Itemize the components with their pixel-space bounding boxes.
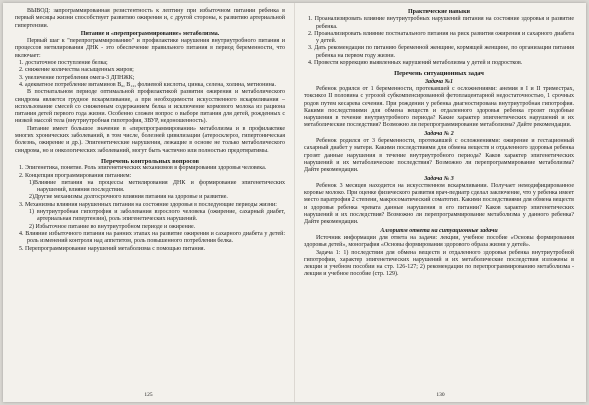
task-title: Задача № 2	[424, 130, 454, 137]
conclusion-paragraph: ВЫВОД: запрограммированная резистентность к лептину при избыточном питании ребенка в первый месяцы жизни способствует развитию ожирения и, с другой стороны, к развитию артериальной гипертензии.	[15, 8, 285, 29]
book-spread	[3, 3, 586, 402]
pregnancy-nutrition-list	[15, 60, 285, 89]
list-subitem: 1)Влияние питания на процессы метилирования ДНК и формирование эпигенетических нарушений, влияния последствия.	[29, 179, 285, 194]
list-item: 4. Провести коррекцию выявленных нарушений метаболизма у детей и подростков.	[308, 60, 523, 67]
list-item: 3. увеличение потребления омега-3 ДПНЖК;	[19, 74, 135, 81]
list-item: 1. Проанализировать влияние внутриутробных нарушений питания на состояние здоровья и развитие ребенка.	[308, 16, 574, 30]
list-item: 4. Влияние избыточного питания на ранних этапах на развитие ожирения и сахарного диабета у детей: роль изменений контроля над аппетитом, роль повышенного потребления белка.	[19, 230, 285, 245]
task-text: Ребенок родился от 3 беременности, протекавшей с осложнениями: ожирение и гестационный сахарный диабет у матери. Какими последствиями для обмена веществ и отдаленного здоровья ребенка грозят данные нарушения в течение внутриутробного периода? Каков характер эпигенетических нарушений и их метаболические последствия? Возможно ли перепрограммирование метаболизма? Дайте рекомендации.	[304, 138, 574, 174]
section-title-skills: Практические навыки	[407, 9, 471, 15]
task-title: Задача № 3	[424, 175, 454, 182]
section-title-nutrition: Питание и «перепрограммирование» метаболизма.	[80, 30, 220, 37]
answers-task1: Задача 1: 1) последствия для обмена веществ и отдаленного здоровья ребенка внутриутробной гипотрофии, характер эпигенетических нарушений и их метаболические последствия изложены в лекции и учебном пособии на стр. 126-127; 2) рекомендации по перепрограммированию метаболизма - лекция и учебное пособие (стр. 129).	[304, 249, 574, 278]
page-number: 125	[144, 391, 153, 398]
list-item: 3. Механизмы влияния нарушенных питания на состояние здоровья в последующие периоды жизни:	[19, 201, 277, 208]
left-page	[3, 3, 294, 402]
list-subitem: 2)Другие механизмы долгосрочного влияния питания на здоровье и развитие.	[29, 194, 228, 201]
list-item: 2. Концепция программирования питанием:	[19, 172, 132, 179]
list-item: 4. адекватное потребление витаминов B₆, B₁₂, фолиевой кислоты, цинка, селена, холина, метионина.	[19, 81, 276, 88]
questions-list	[15, 165, 285, 253]
list-subitem: 1) внутриутробная гипотрофия и заболевания взрослого человека (ожирение, сахарный диабет, артериальная гипертензия), роль эпигенетических нарушений.	[29, 209, 285, 223]
task-title: Задача №1	[424, 78, 454, 85]
paragraph-reprogramming: Питание имеет большое значение в «перепрограммировании» метаболизма и в профилактике многих хронических заболеваний, в том числе, болезней цивилизации (атеросклероз, гипертоническая болезнь, ожирение и др.). Эпигенетические нарушения, лежащие в основе не только метаболического синдрома, но и онкологических заболеваний, могут быть частично или полностью предотвратимы.	[15, 125, 285, 154]
list-item: 3. Дать рекомендации по питанию беременной женщине, кормящей женщине, по организации питания ребенка на первом году жизни.	[308, 45, 574, 59]
list-item: 5. Перепрограммирование нарушений метаболизма с помощью питания.	[19, 245, 206, 252]
list-item: 2. снижение количества насыщенных жиров;	[19, 67, 134, 74]
list-item: 2. Проанализировать влияние постнатального питания на риск развития ожирения и сахарного диабета у детей.	[308, 30, 574, 45]
page-number: 130	[436, 391, 445, 398]
list-item: 1. Эпигенетика, понятие. Роль эпигенетических механизмов в формировании здоровья человека.	[19, 165, 267, 172]
list-subitem: 2) Избыточное питание во внутриутробном периоде и ожирение.	[29, 223, 196, 230]
answers-sources: Источник информации для ответа на задачи: лекции, учебное пособие «Основы формирования здоровья детей», монография «Основы формирования здорового образа жизни у детей».	[304, 234, 574, 249]
paragraph-postnatal: В постнатальном периоде оптимальной профилактикой развития ожирения и метаболического синдрома является грудное вскармливание, а при необходимости искусственного вскармливания – использование смесей со сниженным содержанием белка и исключение кормового молока из рациона питания детей первого года жизни. Особенно сложен вопрос о выборе питания для детей, рожденных с низкой массой тела (внутриутробная гипотрофия, ЗВУР, недоношенность).	[15, 89, 285, 125]
right-page	[295, 3, 586, 402]
task-text: Ребенок 3 месяцев находится на искусственном вскармливании. Получает немодифицированное коровье молоко. При оценке физического развития врач-педиатр сделал заключение, что у ребенка имеет место паратрофия 2 степени, макросоматический соматотип. Какими последствиями для обмена веществ и здоровья ребенка чревата данные нарушения в его питании? Каков характер эпигенетических нарушений и их последствия? Возможно ли перепрограммирование метаболизма у данного ребенка? Дайте рекомендации.	[304, 182, 574, 226]
list-item: 1. достаточное поступление белка;	[19, 60, 108, 67]
paragraph-first-step: Первый шаг к "перепрограммированию" и профилактике нарушения внутриутробного питания и процессов метилирования ДНК - это обеспечение правильного питания в период беременности, что включает:	[15, 38, 285, 59]
section-title-answers: Алгоритм ответа на ситуационные задачи	[380, 227, 498, 234]
section-title-questions: Перечень контрольных вопросов	[101, 157, 199, 165]
task-text: Ребенок родился от 1 беременности, протекавшей с осложнениями: анемия в I и II триместрах, токсикоз II половина с угрозой субкомпенсированной фетоплацентарной недостаточностью, 1 срочных родов путем кесарева сечения. При рождении у ребенка диагностирована внутриутробная гипотрофия. Какими последствиями для обмена веществ и отдаленного здоровья ребенка грозят подобные нарушения в течение внутриутробного периода? Какие характер эпигенетических нарушений и их метаболические последствия? Возможно ли перепрограммирование метаболизма? Дайте рекомендации.	[304, 85, 574, 129]
section-title-cases: Перечень ситуационных задач	[394, 70, 484, 78]
skills-list	[304, 16, 574, 67]
